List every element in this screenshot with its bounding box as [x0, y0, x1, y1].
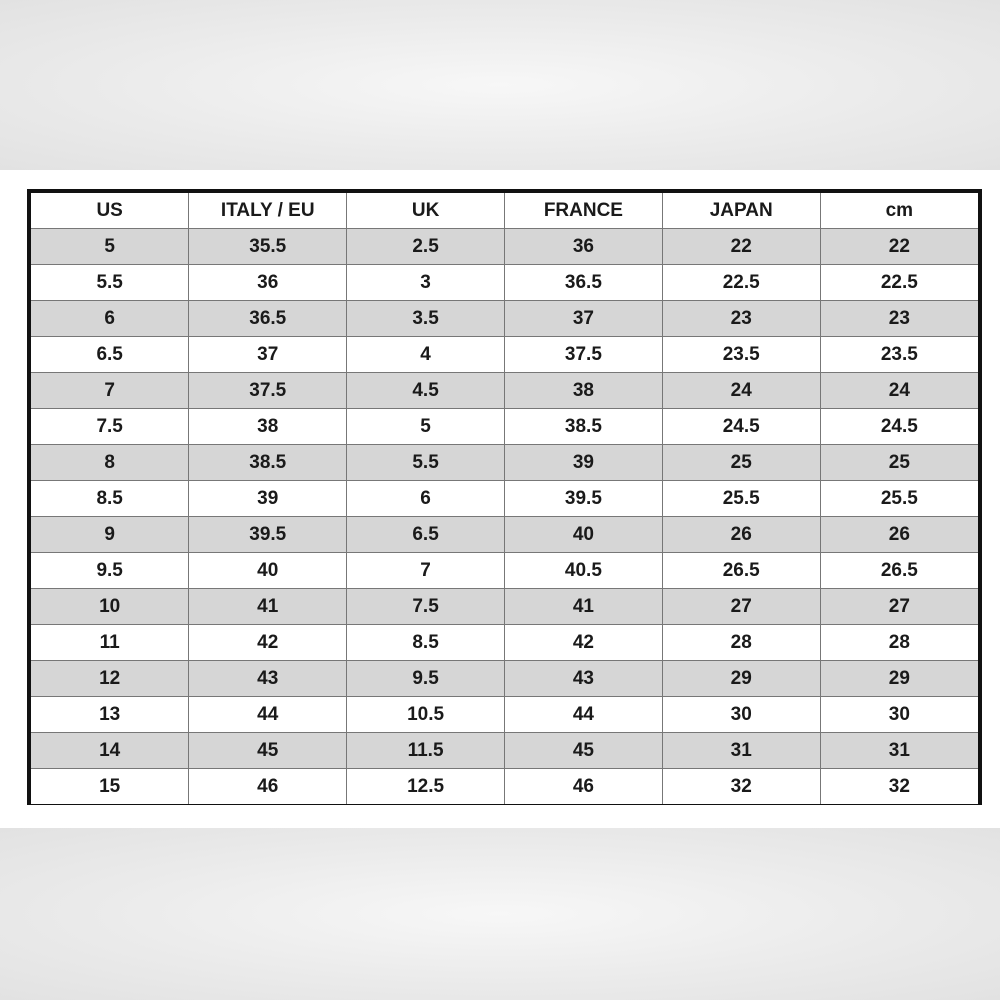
table-row: [31, 301, 978, 337]
cell-us: 7.5: [31, 409, 189, 445]
cell-france: 36.5: [504, 265, 662, 301]
cell-japan: 28: [662, 625, 820, 661]
table-row: [31, 625, 978, 661]
cell-italy-eu: 36.5: [189, 301, 347, 337]
cell-cm: 27: [820, 589, 978, 625]
cell-france: 37: [504, 301, 662, 337]
cell-cm: 25: [820, 445, 978, 481]
cell-japan: 25: [662, 445, 820, 481]
cell-france: 44: [504, 697, 662, 733]
cell-uk: 5: [347, 409, 505, 445]
cell-japan: 30: [662, 697, 820, 733]
cell-japan: 26: [662, 517, 820, 553]
cell-italy-eu: 45: [189, 733, 347, 769]
header-row: [31, 193, 978, 229]
table-row: [31, 733, 978, 769]
cell-italy-eu: 46: [189, 769, 347, 805]
header-italy-eu: ITALY / EU: [189, 193, 347, 229]
cell-france: 42: [504, 625, 662, 661]
table-row: [31, 661, 978, 697]
cell-us: 5.5: [31, 265, 189, 301]
size-conversion-table: [31, 193, 978, 804]
cell-cm: 28: [820, 625, 978, 661]
cell-uk: 7.5: [347, 589, 505, 625]
cell-japan: 29: [662, 661, 820, 697]
table-row: [31, 553, 978, 589]
cell-italy-eu: 39.5: [189, 517, 347, 553]
cell-japan: 24.5: [662, 409, 820, 445]
cell-france: 40: [504, 517, 662, 553]
cell-italy-eu: 42: [189, 625, 347, 661]
cell-uk: 12.5: [347, 769, 505, 805]
cell-us: 13: [31, 697, 189, 733]
top-background-band: [0, 0, 1000, 170]
table-row: [31, 481, 978, 517]
cell-uk: 3: [347, 265, 505, 301]
size-conversion-table-frame: [27, 189, 982, 805]
cell-france: 39.5: [504, 481, 662, 517]
header-cm: cm: [820, 193, 978, 229]
cell-us: 10: [31, 589, 189, 625]
cell-italy-eu: 44: [189, 697, 347, 733]
cell-italy-eu: 35.5: [189, 229, 347, 265]
cell-japan: 23: [662, 301, 820, 337]
cell-japan: 25.5: [662, 481, 820, 517]
cell-cm: 32: [820, 769, 978, 805]
cell-france: 45: [504, 733, 662, 769]
cell-us: 5: [31, 229, 189, 265]
cell-uk: 7: [347, 553, 505, 589]
cell-uk: 9.5: [347, 661, 505, 697]
cell-cm: 30: [820, 697, 978, 733]
table-row: [31, 229, 978, 265]
cell-france: 43: [504, 661, 662, 697]
cell-france: 46: [504, 769, 662, 805]
cell-us: 8: [31, 445, 189, 481]
table-row: [31, 337, 978, 373]
cell-uk: 10.5: [347, 697, 505, 733]
cell-japan: 22: [662, 229, 820, 265]
cell-italy-eu: 38: [189, 409, 347, 445]
cell-france: 38.5: [504, 409, 662, 445]
cell-italy-eu: 36: [189, 265, 347, 301]
cell-italy-eu: 43: [189, 661, 347, 697]
cell-cm: 24: [820, 373, 978, 409]
header-japan: JAPAN: [662, 193, 820, 229]
header-uk: UK: [347, 193, 505, 229]
header-france: FRANCE: [504, 193, 662, 229]
table-row: [31, 265, 978, 301]
cell-italy-eu: 41: [189, 589, 347, 625]
cell-cm: 26: [820, 517, 978, 553]
cell-us: 9.5: [31, 553, 189, 589]
cell-france: 40.5: [504, 553, 662, 589]
cell-uk: 4: [347, 337, 505, 373]
cell-france: 41: [504, 589, 662, 625]
cell-uk: 11.5: [347, 733, 505, 769]
bottom-background-band: [0, 828, 1000, 1000]
cell-france: 39: [504, 445, 662, 481]
table-row: [31, 589, 978, 625]
cell-france: 38: [504, 373, 662, 409]
cell-cm: 26.5: [820, 553, 978, 589]
cell-uk: 3.5: [347, 301, 505, 337]
cell-us: 14: [31, 733, 189, 769]
cell-cm: 24.5: [820, 409, 978, 445]
cell-japan: 24: [662, 373, 820, 409]
cell-uk: 2.5: [347, 229, 505, 265]
cell-cm: 29: [820, 661, 978, 697]
cell-us: 9: [31, 517, 189, 553]
cell-us: 8.5: [31, 481, 189, 517]
cell-italy-eu: 37: [189, 337, 347, 373]
table-row: [31, 409, 978, 445]
cell-italy-eu: 39: [189, 481, 347, 517]
cell-japan: 26.5: [662, 553, 820, 589]
cell-us: 6.5: [31, 337, 189, 373]
cell-cm: 22.5: [820, 265, 978, 301]
cell-cm: 31: [820, 733, 978, 769]
cell-us: 11: [31, 625, 189, 661]
table-body: [31, 229, 978, 805]
table-row: [31, 373, 978, 409]
cell-uk: 6.5: [347, 517, 505, 553]
table-row: [31, 445, 978, 481]
cell-japan: 27: [662, 589, 820, 625]
table-row: [31, 769, 978, 805]
cell-france: 36: [504, 229, 662, 265]
cell-uk: 8.5: [347, 625, 505, 661]
cell-japan: 22.5: [662, 265, 820, 301]
cell-italy-eu: 38.5: [189, 445, 347, 481]
cell-italy-eu: 37.5: [189, 373, 347, 409]
cell-japan: 32: [662, 769, 820, 805]
cell-uk: 5.5: [347, 445, 505, 481]
cell-us: 15: [31, 769, 189, 805]
cell-cm: 23.5: [820, 337, 978, 373]
cell-uk: 4.5: [347, 373, 505, 409]
cell-us: 6: [31, 301, 189, 337]
cell-japan: 23.5: [662, 337, 820, 373]
header-us: US: [31, 193, 189, 229]
cell-uk: 6: [347, 481, 505, 517]
table-row: [31, 697, 978, 733]
cell-us: 12: [31, 661, 189, 697]
cell-cm: 25.5: [820, 481, 978, 517]
cell-us: 7: [31, 373, 189, 409]
cell-france: 37.5: [504, 337, 662, 373]
cell-italy-eu: 40: [189, 553, 347, 589]
table-row: [31, 517, 978, 553]
cell-japan: 31: [662, 733, 820, 769]
cell-cm: 23: [820, 301, 978, 337]
cell-cm: 22: [820, 229, 978, 265]
